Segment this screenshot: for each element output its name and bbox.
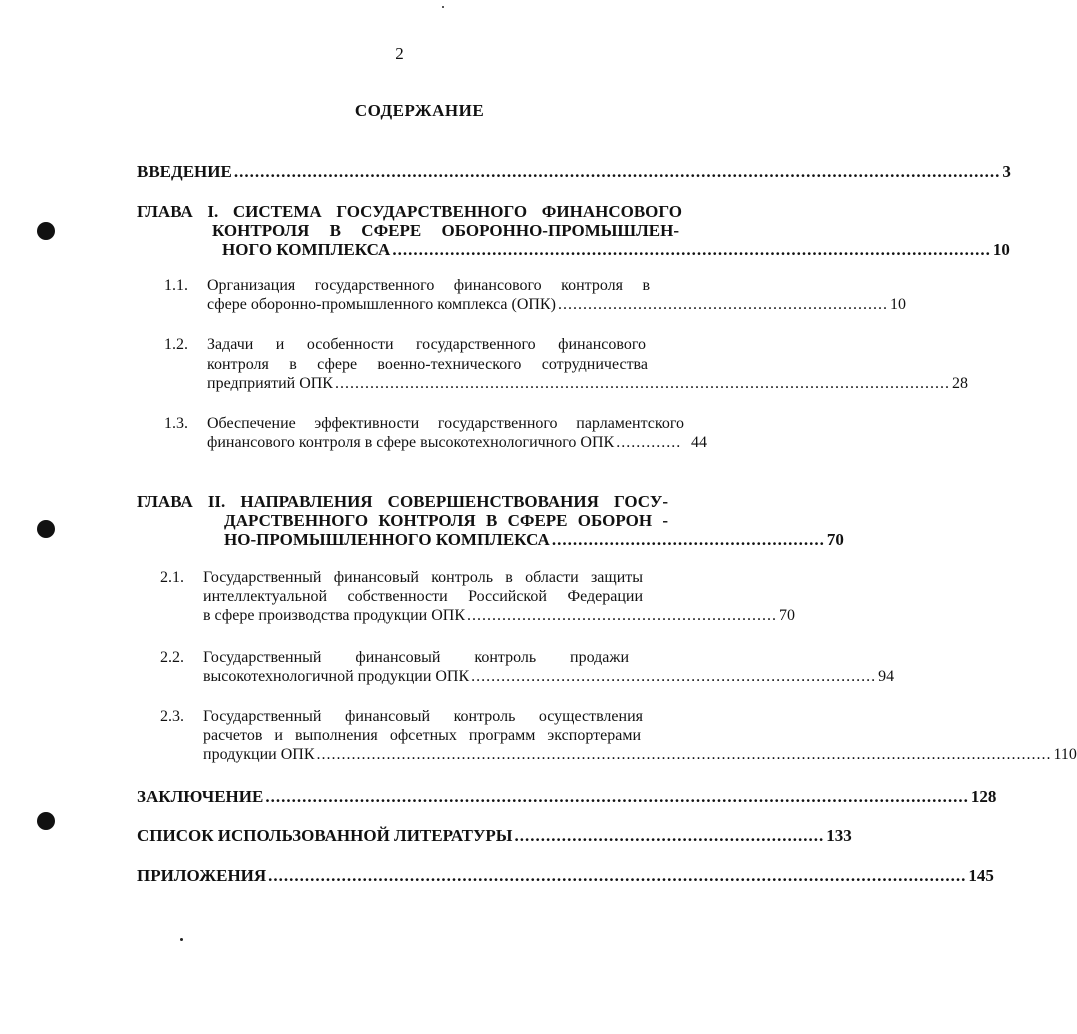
toc-leader: ........................................................... (514, 826, 825, 845)
section-line-2: интеллектуальной собственности Российской Федерации (203, 588, 643, 605)
toc-leader: ................................................................................................................................................... (316, 746, 1052, 763)
speck-bottom (180, 938, 183, 941)
toc-page: 94 (878, 668, 895, 685)
section-line-3: предприятий ОПК ........................................................................................................................... 28 (207, 375, 968, 392)
toc-page: 128 (970, 787, 997, 806)
section-number: 2.3. (160, 708, 184, 725)
toc-entry-intro[interactable] (137, 162, 1011, 182)
page-title: СОДЕРЖАНИЕ (354, 101, 485, 120)
section-line-2: финансового контроля в сфере высокотехнологичного ОПК ............. 44 (207, 434, 707, 451)
toc-leader: ........................................................................................................................... (334, 375, 950, 392)
toc-entry-conclusion[interactable] (137, 787, 997, 807)
binder-hole-2 (37, 520, 55, 538)
section-line-2: контроля в сфере военно-технического сотрудничества (207, 356, 648, 373)
toc-page: 110 (1053, 746, 1077, 763)
toc-leader: ............. (616, 434, 682, 451)
chapter-2-line-1: ГЛАВА II. НАПРАВЛЕНИЯ СОВЕРШЕНСТВОВАНИЯ ГОСУ- (137, 492, 668, 511)
section-line-2: высокотехнологичной продукции ОПК ................................................................................. 94 (203, 668, 895, 685)
toc-leader: .................................................... (551, 530, 825, 549)
toc-page: 44 (691, 434, 707, 451)
section-number: 1.2. (164, 336, 188, 353)
toc-leader: ................................................................................. (471, 668, 877, 685)
toc-leader: .................................................................................................................. (392, 240, 991, 259)
toc-page: 3 (1002, 162, 1011, 181)
section-line-1: Государственный финансовый контроль в области защиты (203, 569, 643, 586)
section-line-3: продукции ОПК ................................................................................................................................................... 110 (203, 746, 1077, 763)
chapter-1-line-3: НОГО КОМПЛЕКСА .................................................................................................................. 10 (222, 240, 1010, 259)
section-line-2: расчетов и выполнения офсетных программ экспортерами (203, 727, 641, 744)
speck-top (442, 6, 444, 8)
toc-page: 10 (992, 240, 1010, 259)
toc-page: 10 (889, 296, 906, 313)
toc-page: 133 (826, 826, 852, 845)
section-number: 1.3. (164, 415, 188, 432)
toc-leader: .............................................................. (467, 607, 778, 624)
toc-page: 70 (826, 530, 844, 549)
section-line-1: Государственный финансовый контроль осуществления (203, 708, 643, 725)
toc-leader: ..................................................................................................................................... (268, 866, 967, 885)
section-number: 2.2. (160, 649, 184, 666)
section-line-1: Государственный финансовый контроль продажи (203, 649, 629, 666)
section-line-3: в сфере производства продукции ОПК .............................................................. 70 (203, 607, 796, 624)
toc-label: СПИСОК ИСПОЛЬЗОВАННОЙ ЛИТЕРАТУРЫ (137, 826, 513, 845)
toc-label: ПРИЛОЖЕНИЯ (137, 866, 267, 885)
toc-page: 145 (968, 866, 994, 885)
toc-entry-references[interactable] (137, 826, 852, 846)
toc-label: ВВЕДЕНИЕ (137, 162, 232, 181)
binder-hole-3 (37, 812, 55, 830)
chapter-1-line-1: ГЛАВА I. СИСТЕМА ГОСУДАРСТВЕННОГО ФИНАНСОВОГО (137, 202, 682, 221)
section-line-1: Задачи и особенности государственного финансового (207, 336, 646, 353)
toc-leader: .................................................................................................................................................. (233, 162, 1001, 181)
section-line-1: Организация государственного финансового контроля в (207, 277, 650, 294)
chapter-2-line-3: НО-ПРОМЫШЛЕННОГО КОМПЛЕКСА .................................................... 70 (224, 530, 844, 549)
section-number: 1.1. (164, 277, 188, 294)
toc-label: ЗАКЛЮЧЕНИЕ (137, 787, 264, 806)
toc-leader: .................................................................. (557, 296, 888, 313)
section-line-1: Обеспечение эффективности государственного парламентского (207, 415, 684, 432)
toc-page: 70 (779, 607, 796, 624)
section-number: 2.1. (160, 569, 184, 586)
toc-entry-appendices[interactable] (137, 866, 994, 886)
chapter-2-line-2: ДАРСТВЕННОГО КОНТРОЛЯ В СФЕРЕ ОБОРОН - (224, 511, 668, 530)
section-line-2: сфере оборонно-промышленного комплекса (ОПК) .................................................................. 10 (207, 296, 906, 313)
toc-page: 28 (951, 375, 968, 392)
binder-hole-1 (37, 222, 55, 240)
page-number: 2 (395, 44, 404, 63)
chapter-1-line-2: КОНТРОЛЯ В СФЕРЕ ОБОРОННО-ПРОМЫШЛЕН- (212, 221, 679, 240)
toc-leader: ...................................................................................................................................... (265, 787, 969, 806)
